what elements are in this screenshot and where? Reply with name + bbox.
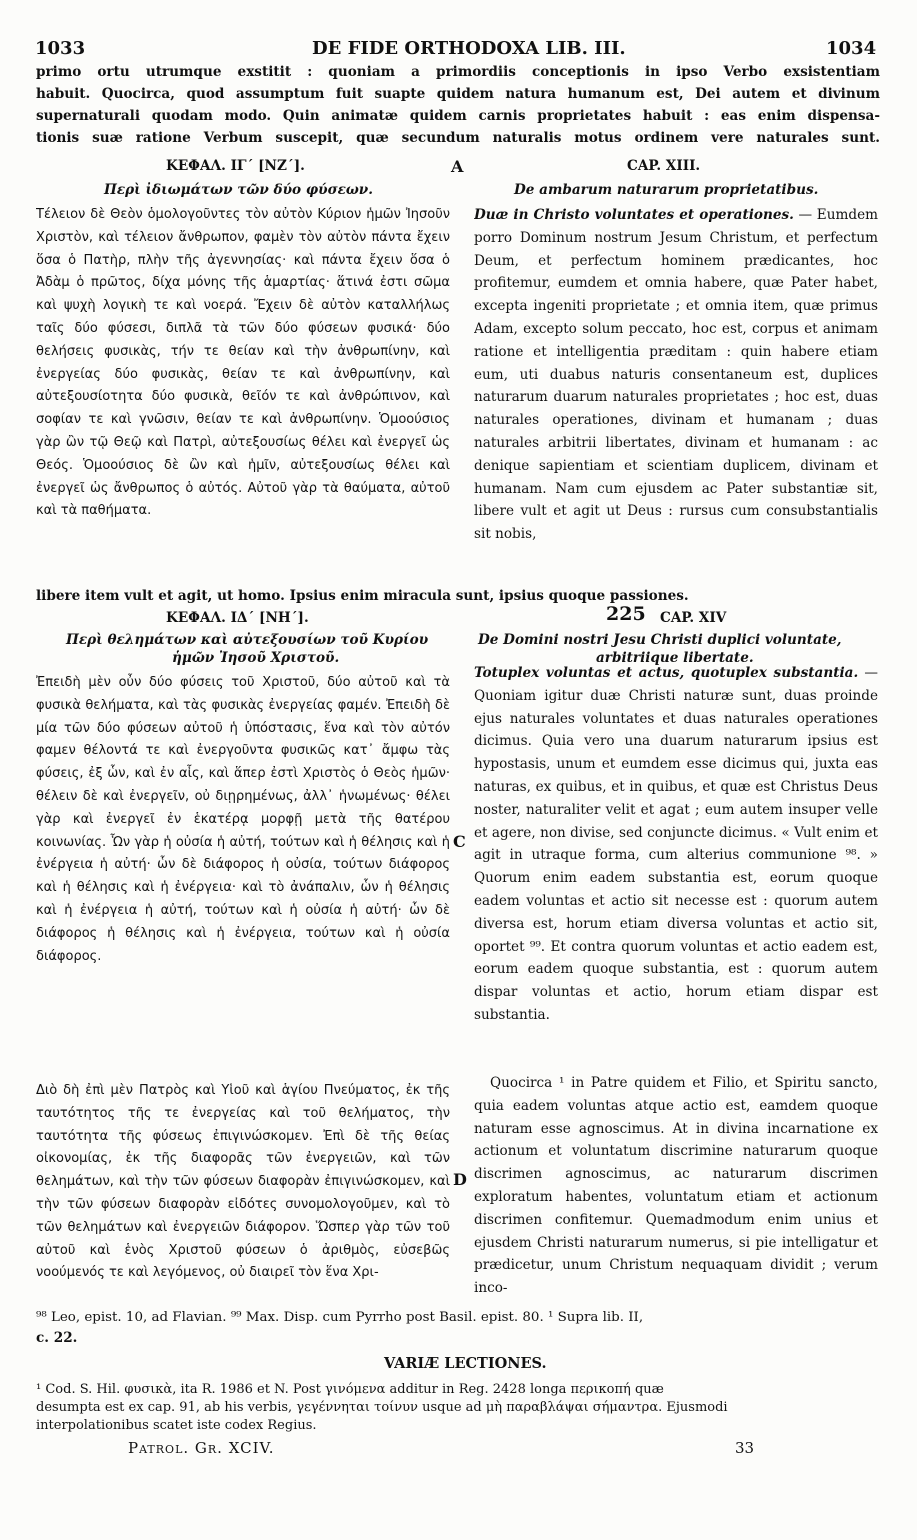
margin-mark-a: A	[451, 157, 464, 176]
opening-line: supernaturali quodam modo. Quin animatæ quidem carnis proprietates habuit : eas enim dispensa-	[36, 108, 880, 124]
page-number-right: 1034	[826, 38, 877, 59]
variae-heading: VARIÆ LECTIONES.	[384, 1355, 547, 1372]
greek-paragraph: Διὸ δὴ ἐπὶ μὲν Πατρὸς καὶ Υἱοῦ καὶ ἁγίου Πνεύματος, ἐκ τῆς ταυτότητος τῆς τε ἐνεργείας καὶ τοῦ θελήματος, τὴν ταυτότητα τῆς φύσεως ἐπιγινώσκομεν. Ἐπὶ δὲ τῆς θείας οἰκονομίας, ἐκ τῆς διαφορᾶς τῶν ἐνεργειῶν, καὶ τῶν θελημάτων, καὶ τὴν τῶν φύσεων διαφορὰν ἐπιγινώσκομεν, καὶ τὴν τῶν φύσεων διαφορὰν εἰδότες συνομολογοῦμεν, καὶ τὸ τῶν θελημάτων καὶ ἐνεργειῶν διάφορον. Ὥσπερ γὰρ τῶν τοῦ αὐτοῦ καὶ ἑνὸς Χριστοῦ φύσεων ὁ ἀριθμὸς, εὐσεβῶς νοούμενός τε καὶ λεγόμενος, οὐ διαιρεῖ τὸν ἕνα Χρι-	[36, 1083, 450, 1281]
opening-line: tionis suæ ratione Verbum suscepit, quæ secundum naturalis motus ordinem vere naturales sunt.	[36, 130, 880, 146]
latin-column-3	[474, 1072, 878, 1300]
opening-line: primo ortu utrumque exstitit : quoniam a primordiis conceptionis in ipso Verbo exsistentiam	[36, 64, 880, 80]
greek-column-1	[36, 204, 450, 590]
latin-column-2	[474, 662, 878, 1072]
greek-column-2	[36, 672, 450, 980]
greek-chapter-heading: ΚΕΦΑΛ. ΙΔ΄ [ΝΗ΄].	[166, 610, 309, 626]
variae-line: interpolationibus scatet iste codex Regius.	[36, 1418, 317, 1433]
latin-chapter-heading: CAP. XIV	[660, 610, 727, 626]
opening-line: habuit. Quocirca, quod assumptum fuit suapte quidem natura humanum est, Dei autem et divinum	[36, 86, 880, 102]
greek-chapter-subtitle: Περὶ θελημάτων καὶ αὐτεξουσίων τοῦ Κυρίου	[66, 632, 429, 648]
latin-chapter-subtitle: arbitriique libertate.	[596, 650, 754, 666]
greek-chapter-heading: ΚΕΦΑΛ. ΙΓ΄ [ΝΖ΄].	[166, 158, 305, 174]
series-imprint: Patrol. Gr. XCIV.	[128, 1439, 275, 1457]
greek-chapter-subtitle: ἡμῶν Ἰησοῦ Χριστοῦ.	[172, 650, 340, 666]
running-title: DE FIDE ORTHODOXA LIB. III.	[312, 38, 626, 59]
greek-chapter-subtitle: Περὶ ἰδιωμάτων τῶν δύο φύσεων.	[104, 182, 373, 198]
greek-column-3	[36, 1080, 450, 1300]
latin-chapter-subtitle: De Domini nostri Jesu Christi duplici voluntate,	[478, 632, 842, 648]
greek-paragraph: Ἐπειδὴ μὲν οὖν δύο φύσεις τοῦ Χριστοῦ, δύο αὐτοῦ καὶ τὰ φυσικὰ θελήματα, καὶ τὰς φυσικὰς ἐνεργείας φαμέν. Ἐπειδὴ δὲ μία τῶν δύο φύσεων αὐτοῦ ἡ ὑπόστασις, ἕνα καὶ τὸν αὐτόν φαμεν θέλοντά τε καὶ ἐνεργοῦντα φυσικῶς κατ᾽ ἄμφω τὰς φύσεις, ἐξ ὧν, καὶ ἐν αἷς, καὶ ἅπερ ἐστὶ Χριστὸς ὁ Θεὸς ἡμῶν· θέλειν δὲ καὶ ἐνεργεῖν, οὐ διῃρημένως, ἀλλ᾽ ἡνωμένως· θέλει γὰρ καὶ ἐνεργεῖ ἐν ἑκατέρᾳ μορφῇ μετὰ τῆς θατέρου κοινωνίας. Ὧν γὰρ ἡ οὐσία ἡ αὐτή, τούτων καὶ ἡ θέλησις καὶ ἡ ἐνέργεια ἡ αὐτή· ὧν δὲ διάφορος ἡ οὐσία, τούτων διάφορος καὶ ἡ θέλησις καὶ ἡ ἐνέργεια· καὶ τὸ ἀνάπαλιν, ὧν ἡ θέλησις καὶ ἡ ἐνέργεια ἡ αὐτή, τούτων καὶ ἡ οὐσία ἡ αὐτή· ὧν δὲ διάφορος ἡ θέλησις καὶ ἡ ἐνέργεια, τούτων καὶ ἡ οὐσία διάφορος.	[36, 675, 450, 964]
variae-line: ¹ Cod. S. Hil. φυσικὰ, ita R. 1986 et N. Post γινόμενα additur in Reg. 2428 longa περικοπή quæ	[36, 1382, 664, 1397]
margin-mark-d: D	[453, 1170, 467, 1189]
latin-paragraph: Quocirca ¹ in Patre quidem et Filio, et Spiritu sancto, quia eadem voluntas atque actio est, eamdem quoque naturam esse agnoscimus. At in divina incarnatione ex actionum et voluntatum discrimine naturarum quoque discrimen agnoscimus, ac naturarum discrimen exploratum habentes, voluntatum etiam et actionum discrimen confitemur. Quemadmodum enim unius et ejusdem Christi naturarum numerus, si pie intelligatur et prædicetur, unum Christum nequaquam dividit ; verum inco-	[474, 1075, 878, 1297]
greek-paragraph: Τέλειον δὲ Θεὸν ὁμολογοῦντες τὸν αὐτὸν Κύριον ἡμῶν Ἰησοῦν Χριστὸν, καὶ τέλειον ἄνθρωπον, φαμὲν τὸν αὐτὸν πάντα ἔχειν ὅσα ὁ Πατὴρ, πλὴν τῆς ἀγεννησίας· καὶ πάντα ἔχειν ὅσα ὁ Ἀδὰμ ὁ πρῶτος, δίχα μόνης τῆς ἁμαρτίας· ἅτινά ἐστι σῶμα καὶ ψυχὴ λογικὴ τε καὶ νοερά. Ἔχειν δὲ αὐτὸν καταλλήλως ταῖς δύο φύσεσι, διπλᾶ τὰ τῶν δύο φύσεων φυσικά· δύο θελήσεις φυσικὰς, τήν τε θείαν καὶ τὴν ἀνθρωπίνην, καὶ ἐνεργείας δύο φυσικὰς, θείαν τε καὶ ἀνθρωπίνην, καὶ αὐτεξουσίοτητα δύο φυσικὰ, θεῖόν τε καὶ ἀνθρώπινον, καὶ σοφίαν τε καὶ γνῶσιν, θείαν τε καὶ ἀνθρωπίνην. Ὁμοούσιος γὰρ ὢν τῷ Θεῷ καὶ Πατρὶ, αὐτεξουσίως θέλει καὶ ἐνεργεῖ ὡς Θεός. Ὁμοούσιος δὲ ὢν καὶ ἡμῖν, αὐτεξουσίως θέλει καὶ ἐνεργεῖ ὡς ἄνθρωπος ὁ αὐτός. Αὐτοῦ γὰρ τὰ θαύματα, αὐτοῦ καὶ τὰ παθήματα.	[36, 207, 450, 519]
latin-text: — Eumdem porro Dominum nostrum Jesum Christum, et perfectum Deum, et perfectum hominem prædicantes, hoc profitemur, eumdem et omnia habere, quæ Pater habet, excepta ingeniti proprietate ; et omnia item, quæ primus Adam, excepto solum peccato, hoc est, corpus et animam ratione et intelligentia præditam : quin habere etiam eum, uti duabus naturis consentaneum est, duplices naturarum duarum naturales proprietates ; hoc est, duas naturales operationes, divinam et humanam ; duas naturales arbitrii libertates, divinam et humanam : ac denique sapientiam et scientiam duplicem, divinam et humanam. Nam cum ejusdem ac Pater substantiæ sit, libere vult et agit ut Deus : rursus cum consubstantialis sit nobis,	[474, 207, 878, 543]
page-number-left: 1033	[35, 38, 86, 59]
full-width-line: libere item vult et agit, ut homo. Ipsius enim miracula sunt, ipsius quoque passiones.	[36, 588, 689, 604]
latin-text: — Quoniam igitur duæ Christi naturæ sunt, duas proinde ejus naturales voluntates et duas naturales operationes dicimus. Quia vero una duarum naturarum ipsius est hypostasis, unum et eumdem esse dicimus qui, juxta eas naturas, ex quibus, et in quibus, et quæ est Christus Deus noster, naturaliter velit et agat ; eum autem insuper velle et agere, non divise, sed conjuncte dicimus. « Vult enim et agit in utraque forma, cum alterius communione ⁹⁸. » Quorum enim eadem substantia est, eorum quoque eadem voluntas et actio sit necesse est : quorum autem diversa est, horum etiam diversa voluntas et actio sit, oportet ⁹⁹. Et contra quorum voluntas et actio eadem est, eorum eadem quoque substantia, est : quorum autem dispar voluntas et actio, horum etiam dispar est substantia.	[474, 665, 878, 1023]
margin-mark-c: C	[453, 832, 466, 851]
latin-column-1	[474, 204, 878, 590]
latin-chapter-heading: CAP. XIII.	[627, 158, 701, 174]
latin-lead: Duæ in Christo voluntates et operationes.	[474, 207, 794, 223]
latin-paragraph	[474, 204, 878, 546]
footnote-line: ⁹⁸ Leo, epist. 10, ad Flavian. ⁹⁹ Max. Disp. cum Pyrrho post Basil. epist. 80. ¹ Supra lib. II,	[36, 1310, 644, 1325]
signature-number: 33	[735, 1439, 755, 1457]
column-number: 225	[606, 603, 646, 625]
latin-lead: Totuplex voluntas et actus, quotuplex substantia.	[474, 665, 859, 681]
footnote-line: c. 22.	[36, 1330, 78, 1346]
variae-line: desumpta est ex cap. 91, ab his verbis, γεγέννηται τοίνυν usque ad μὴ παραβλάψαι σήμαντρα. Ejusmodi	[36, 1400, 728, 1415]
latin-paragraph	[474, 662, 878, 1027]
latin-chapter-subtitle: De ambarum naturarum proprietatibus.	[514, 182, 819, 198]
